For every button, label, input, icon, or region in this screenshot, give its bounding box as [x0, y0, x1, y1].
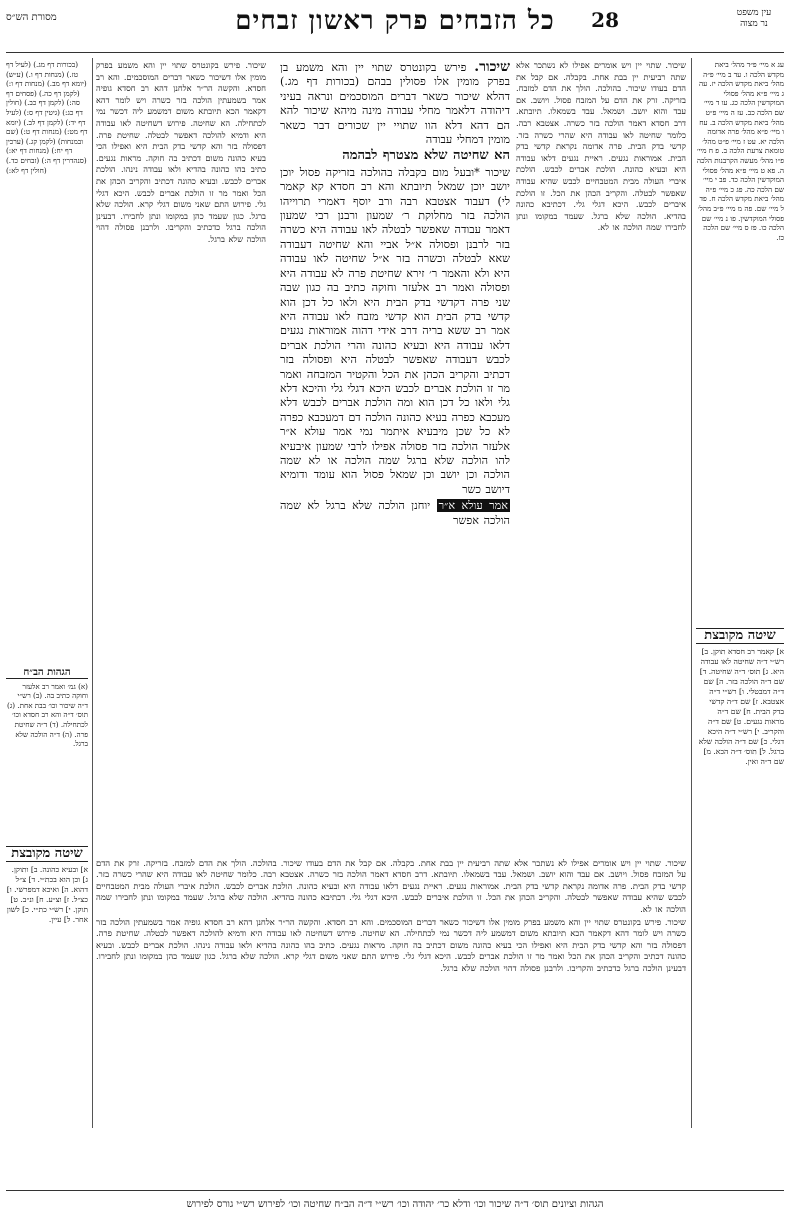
gemara-text-bottom: יוחנן הולכה שלא ברגל לא שמה הולכה אפשר [280, 499, 510, 527]
shita-mekubetzet-left-text: א] ובעיא כהונה. ב] ותוקן. ג] וכן הוא בכת״י. ד] צ״ל דהוא. ה] ואיכא דמפרשי. ו] כצ״ל. ז] וצ״ע. ח] ונ״ב. ט] תוקן. י] רש״י כת״י. כ] לשון אחר. ל] עיין. [6, 865, 88, 924]
page-number: 28 [591, 8, 619, 32]
page-footer [6, 1199, 784, 1217]
masoret-column [6, 60, 88, 660]
left-margin-divider [92, 58, 93, 1128]
gemara-section-heading-2: מצטרף לבהמה [342, 148, 419, 164]
page-header [6, 6, 784, 50]
ein-mishpat-column [696, 60, 784, 620]
gemara-opening-word: שיכור. [474, 60, 510, 75]
hagahot-box [6, 668, 88, 838]
rashi-text: שיכור. שתוי יין ויש אומרים אפילו לא נשתכר אלא שתה רביעית יין בבת אחת. בקבלה. אם קבל את הדם בעודו שיכור. בהולכה. הולך את הדם למזבח. בזריקה. זרק את הדם על המזבח פסול. ויושב. אם עבד והוא יושב. ושמאל. עבד בשמאלו. תיובתא. דרב חסדא דאמר הולכה בזר כשרה. אצטבא רבה. כלומר שחיטה לאו עבודה היא שהרי כשרה בזר. קדשי בדק הבית. פרה אדומה נקראת קדשי בדק הבית. אמוראות נגעים. ראיית נגעים דלאו עבודה היא ובעיא כהונה. הולכת אברים לכבש. הולכת איברי העולה מבית המטבחיים לכבש שהיא עבודה שאפשר לבטלה. והקריב הכהן את הכל. זו הולכת איברים לכבש. היכא דגלי גלי. דכתיבא כהונה בהדיא. הולכה שלא ברגל. שעמד במקומו ונתן לחבירו שמה הולכה או לא. [516, 60, 686, 233]
lower-rashi-text: שיכור. שתוי יין ויש אומרים אפילו לא נשתכר אלא שתה רביעית יין בבת אחת. בקבלה. אם קבל את הדם בעודו שיכור. בהולכה. הולך את הדם למזבח. בזריקה. זרק את הדם על המזבח פסול. ויושב. אם עבד והוא יושב. ושמאל. עבד בשמאלו. תיובתא. דרב חסדא דאמר הולכה בזר כשרה. אצטבא רבה. כלומר שחיטה לאו עבודה היא שהרי כשרה בזר. קדשי בדק הבית. פרה אדומה נקראת קדשי בדק הבית. אמוראות נגעים. ראיית נגעים דלאו עבודה היא ובעיא כהונה. הולכת אברים לכבש. הולכת איברי העולה מבית המטבחיים לכבש שהיא עבודה שאפשר לבטלה. והקריב הכהן את הכל. זו הולכת איברים לכבש. היכא דגלי גלי. דכתיבא כהונה בהדיא. הולכה שלא ברגל. שעמד במקומו ונתן לחבירו שמה הולכה או לא. [96, 858, 686, 914]
header-rule [6, 52, 784, 53]
shita-mekubetzet-left-box [6, 846, 88, 1118]
right-margin-divider [691, 58, 692, 1128]
lower-commentary [96, 858, 686, 1118]
hagahot-text: (א) גמ׳ ואמר רב אלעזר וחוקה כתיב בה. (ב) רש״י ד״ה שיכור וכו׳ בבת אחת. (ג) תוס׳ ד״ה והא רב חסדא וכו׳ לכתחילה. (ד) ד״ה שחיטת פרה. (ה) ד״ה הולכה שלא ברגל. [7, 681, 88, 749]
lower-tosafot-text: שיכור. פירש בקונטרס שתוי יין והא משמע בפרק מומין אלו דשיכור כשאר דברים המוסכמים. והא רב חסדא. והקשה הר״ר אלחנן דהא רב חסדא גופיה אמר בשמעתין הולכה בזר כשרה ויש לומר דהא דקאמר הכא תיובתא משום דמשמע ליה דכשר נמי לכתחילה. הא שחיטה. פירוש דשחיטה לאו עבודה היא ודמיא להולכה דאפשר לבטלה. שחיטת פרה. דפסולה בזר והא קדשי בדק הבית היא ואפילו הכי בעיא כהונה משום דכתיב בה חוקה. מראות נגעים. כתיב בהו כהונה בהדיא ולאו עבודה נינהו. הולכת אברים לכבש. ובעיא כהונה דכתיב והקריב הכהן את הכל ואמר מר זו הולכת אברים לכבש. היכא דגלי גלי. פירוש התם שאני משום דגלי קרא. הולכה שלא ברגל. כגון שעמד כהן במקומו ונתן לחבירו. דבעינן הולכה ברגל כדכתיב והקריבו. ולרבנן פסולה דהוי הולכה שלא ברגל. [96, 917, 686, 973]
rashi-column [516, 60, 686, 850]
hagahot-title: הגהות הב״ח [6, 668, 88, 679]
gemara-text-middle: שיכור *ובעל מום בקבלה בהולכה בזריקה פסול יוכן יושב יוכן שמאל תיובתא והא רב חסדא קא קאמר לי) דעבוד אצטבא רבה ורב יוסף דאמרי תרוייהו הולכה בזר מחלוקת ר׳ שמעון ורבנן רבי שמעון דאמר עבודה שאפשר לבטלה לאו עבודה היא כשרה בזר לרבנן ופסולה א״ל אביי והא שחיטה דעבודה שאא לבטלה וכשרה בזר א״ל שחיטה לאו עבודה היא ולא והאמר ר׳ זירא שחיטת פרה לא עבודה היא ופסולה ואמר רב אלעזר וחוקה כתיב בה כגון שבה שני פרה דקדשי בדק הבית היא ולאו כל דכן הוא קדשי בדק הבית הוא קדשי מזבח לאו עבודה היא אמר רב ששא בריה דרב אידי דהוה אמוראות נגעים דלאו עבודה היא ובעיא כהונה והרי הולכת אברים לכבש דעבודה שאפשר לבטלה היא ופסולה בזר דכתיב והקריב הכהן את הכל והקטיר המזבחה ואמר מר זו הולכת אברים לכבש היכא דגלי גלי והיכא דלא גלי ולאו כל דכן הוא ומה הולכת אברים לכבש דלא מעכבא כפרה בעיא כהונה הולכה דם דמעכבא כפרה לא כל שכן מיבעיא איתמר נמי אמר עולא א״ר אלעזר הולכה בזר פסולה אפילו לרבי שמעון איבעיא להו הולכה שלא ברגל שמה הולכה או לא שמה הולכה וכן יושב וכן שמאל פסול הוא עומד ודומיא דיושב כשר [280, 165, 510, 496]
tosafot-column [96, 60, 266, 850]
masoret-header: מסורת הש״ס [6, 12, 57, 23]
page-title: כל הזבחים פרק ראשון זבחים [235, 6, 555, 36]
gemara-text-top: פירש בקונטרס שתוי יין והא משמע בן בפרק מומין אלו פסולין בבהם (בכורות דף מג.) דהלא שיכור כשאר דברים המוסכמים ונראה בעיני דיהודה דלאמר מחלי עבודה מינה מיהא שיכור להא הם דהא דלא הוו שתויי יין שכורים דבר כשאר מומין דמחלי עבודה [280, 61, 510, 147]
gemara-column [280, 60, 510, 850]
shita-mekubetzet-text: א] קאמר רב חסדא תוקן. ב] רש״י ד״ה שחיטה לאו עבודה היא. ג] תוס׳ ד״ה שחיטה. ד] שם ד״ה הולכה בזר. ה] שם ד״ה דמבטלי. ו] רש״י ד״ה אצטבא. ז] שם ד״ה קדשי בדק הבית. ח] שם ד״ה מראות נגעים. ט] שם ד״ה והקריב. י] רש״י ד״ה היכא דגלי. כ] שם ד״ה הולכה שלא ברגל. ל] תוס׳ ד״ה הכא. מ] שם ד״ה ואין. [698, 647, 784, 766]
footer-rule [6, 1190, 784, 1191]
tosafot-text: שיכור. פירש בקונטרס שתוי יין והא משמע בפרק מומין אלו דשיכור כשאר דברים המוסכמים. והא רב חסדא. והקשה הר״ר אלחנן דהא רב חסדא גופיה אמר בשמעתין הולכה בזר כשרה ויש לומר דהא דקאמר הכא תיובתא משום דמשמע ליה דכשר נמי לכתחילה. הא שחיטה. פירוש דשחיטה לאו עבודה היא ודמיא להולכה דאפשר לבטלה. שחיטת פרה. דפסולה בזר והא קדשי בדק הבית היא ואפילו הכי בעיא כהונה משום דכתיב בה חוקה. מראות נגעים. כתיב בהו כהונה בהדיא ולאו עבודה נינהו. הולכת אברים לכבש. ובעיא כהונה דכתיב והקריב הכהן את הכל ואמר מר זו הולכת אברים לכבש. היכא דגלי גלי. פירוש התם שאני משום דגלי קרא. הולכה שלא ברגל. כגון שעמד כהן במקומו ונתן לחבירו. דבעינן הולכה ברגל כדכתיב והקריבו. ולרבנן פסולה דהוי הולכה שלא ברגל. [96, 60, 266, 244]
masoret-text: (בכורות דף מג.) (לעיל דף טז.) (מנחות דף ו.) (ע״ש) (יומא דף מב.) (מנחות דף ו:) (לקמן דף כה.) (פסחים דף סה:) (לקמן דף כב.) (חולין דף כג:) (גיטין דף ס:) (לעיל דף יד:) (לקמן דף לב.) (יומא דף מט:) (מנחות דף ט:) (שם ובמנחות) (לקמן קג.) (ערכין דף יח:) (מנחות דף יא:) (סנהדרין דף ה:) (זבחים כד.) (חולין דף לא:) [6, 60, 88, 175]
shita-mekubetzet-title: שיטה מקובצת [696, 628, 784, 644]
gemara-section-heading-1: הא שחיטה שלא [423, 148, 510, 164]
ein-mishpat-text: עג א מיי׳ פ״ד מהל׳ ביאת מקדש הלכה ו. עד ב מיי׳ פ״ה מהל׳ ביאת מקדש הלכה יז. עה ג מיי׳ פ״א מהל׳ פסולי המוקדשין הלכה כג. עו ד מיי׳ שם הלכה כב. עז ה מיי׳ פ״ט מהל׳ ביאת מקדש הלכה ב. עח ו מיי׳ פ״א מהל׳ פרה אדומה הלכה יא. עט ז מיי׳ פ״ט מהל׳ טומאת צרעת הלכה ב. פ ח מיי׳ פ״ו מהל׳ מעשה הקרבנות הלכה ה. פא ט מיי׳ פ״א מהל׳ פסולי המוקדשין הלכה כד. פב י מיי׳ שם הלכה כה. פג כ מיי׳ פ״ה מהל׳ ביאת מקדש הלכה ח. פד ל מיי׳ שם. פה מ מיי׳ פ״ב מהל׳ פסולי המוקדשין. פו נ מיי׳ שם הלכה כו. פז ס מיי׳ שם הלכה כז. [696, 60, 784, 242]
gemara-highlight: אמר עולא א״ר [438, 499, 508, 513]
footer-text: הגהות וציונים תוס׳ ד״ה שיכור וכו׳ ודלא כר׳ יהודה וכו׳ רש״י ד״ה הב״ח שחיטה וכו׳ לפירוש רש״י גורס לפירוש [186, 1199, 604, 1210]
ein-mishpat-header: עין משפט נר מצוה [736, 8, 772, 29]
shita-mekubetzet-box [696, 628, 784, 1118]
shita-mekubetzet-left-title: שיטה מקובצת [6, 846, 88, 862]
